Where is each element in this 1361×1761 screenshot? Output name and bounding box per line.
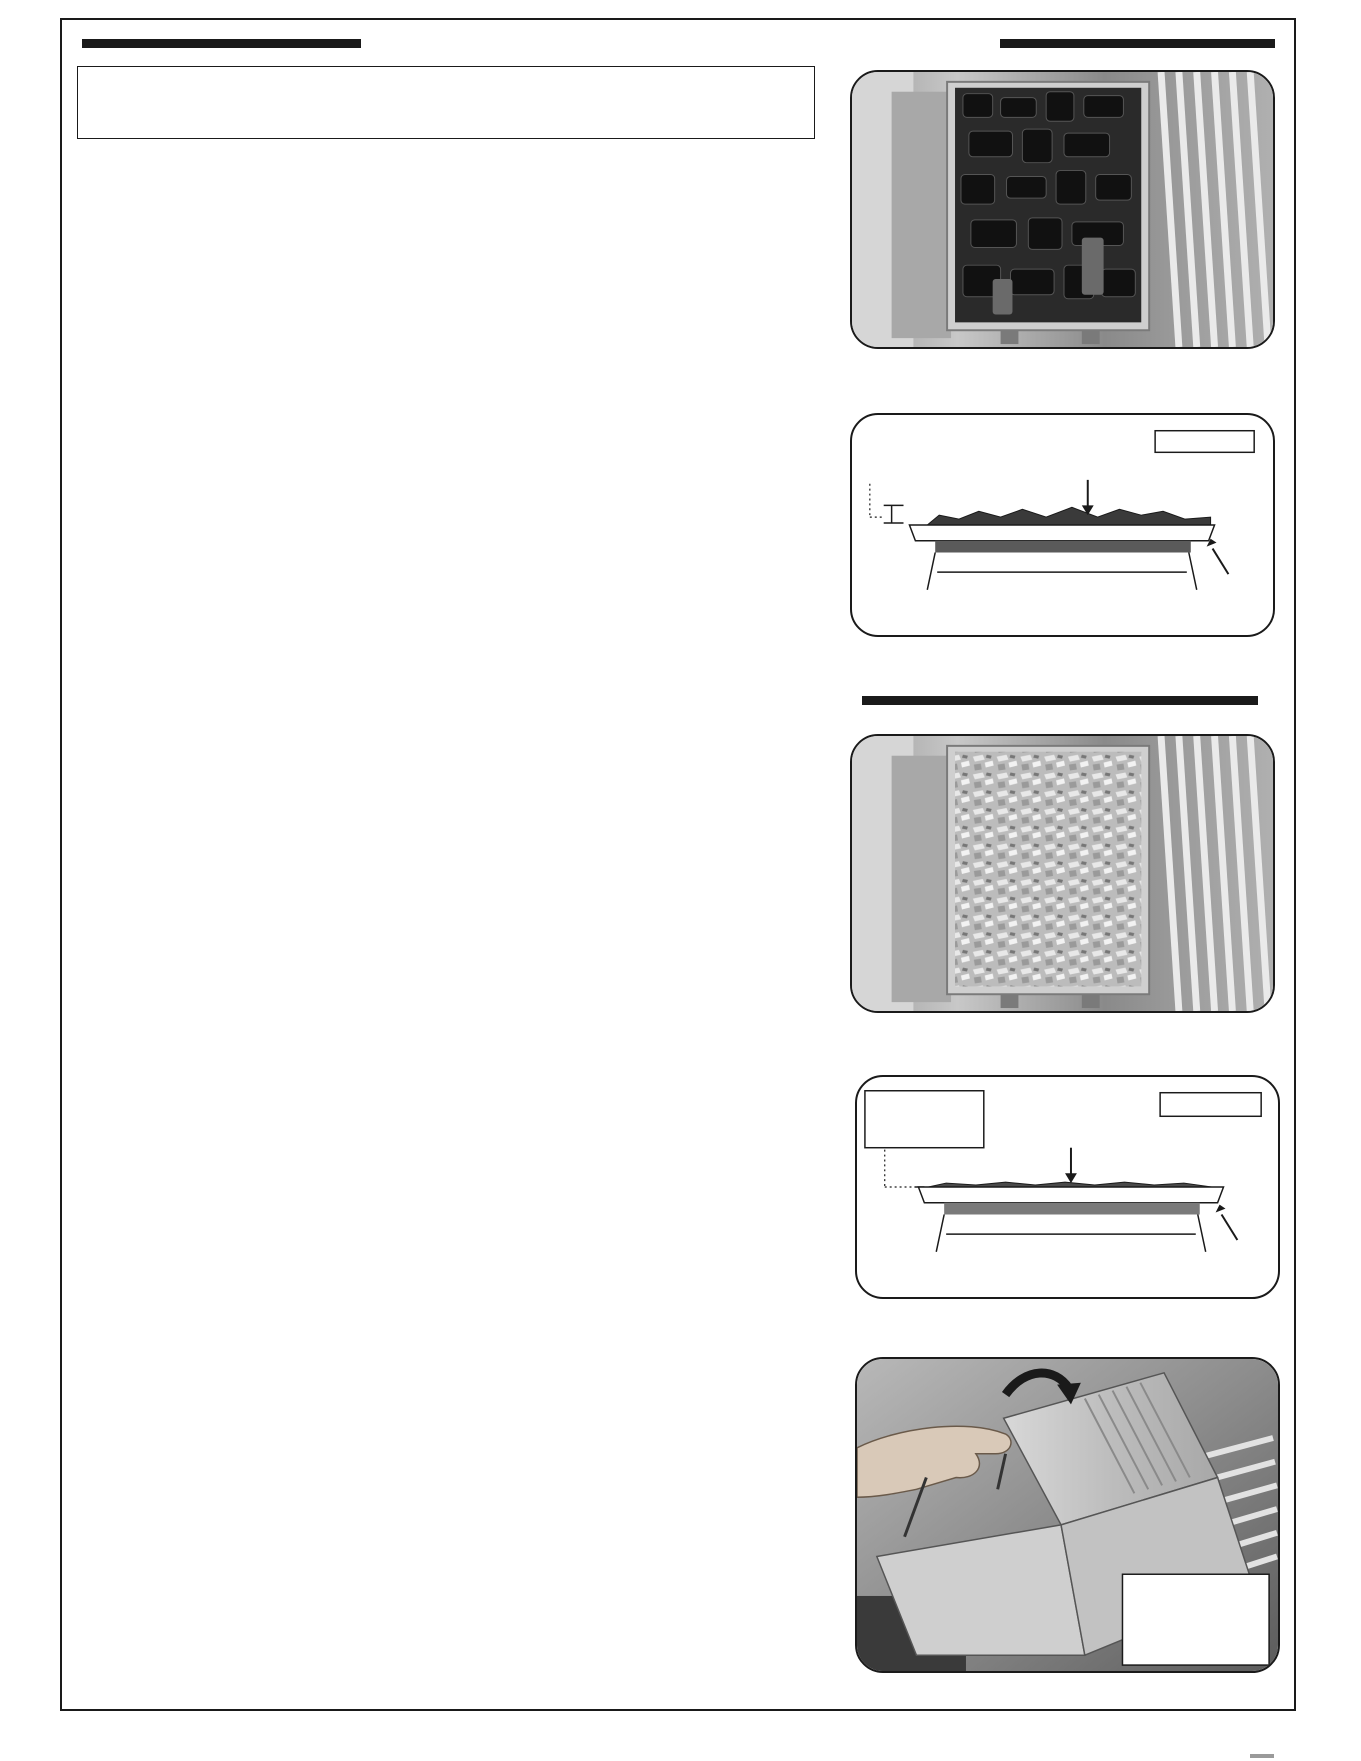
arrow-icon <box>1207 539 1229 574</box>
section-header-bar-right <box>1000 39 1275 48</box>
arrow-icon <box>1082 480 1094 515</box>
woodchip-tray-photo <box>850 734 1275 1013</box>
woodchip-tray-photo-image <box>852 736 1273 1011</box>
charcoal-fill-diagram <box>850 413 1275 637</box>
arrow-icon <box>1065 1148 1077 1183</box>
charcoal-tray-photo-image <box>852 72 1273 347</box>
tray-cover-photo <box>855 1357 1280 1673</box>
diagram-label-box <box>1155 431 1254 453</box>
woodchip-fill-diagram-drawing <box>857 1077 1278 1297</box>
woodchip-fill-diagram <box>855 1075 1280 1299</box>
intro-text-box <box>77 66 815 139</box>
arrow-icon <box>1216 1205 1238 1240</box>
tray-cover-photo-image <box>857 1359 1278 1671</box>
footer-mark <box>1250 1754 1274 1758</box>
diagram-note-box <box>865 1091 984 1148</box>
section-header-bar-left <box>82 39 361 48</box>
diagram-label-box <box>1160 1093 1261 1117</box>
charcoal-tray-photo <box>850 70 1275 349</box>
photo-label-box <box>1122 1574 1269 1665</box>
charcoal-fill-diagram-drawing <box>852 415 1273 635</box>
section-header-bar-woodchips <box>862 696 1258 705</box>
